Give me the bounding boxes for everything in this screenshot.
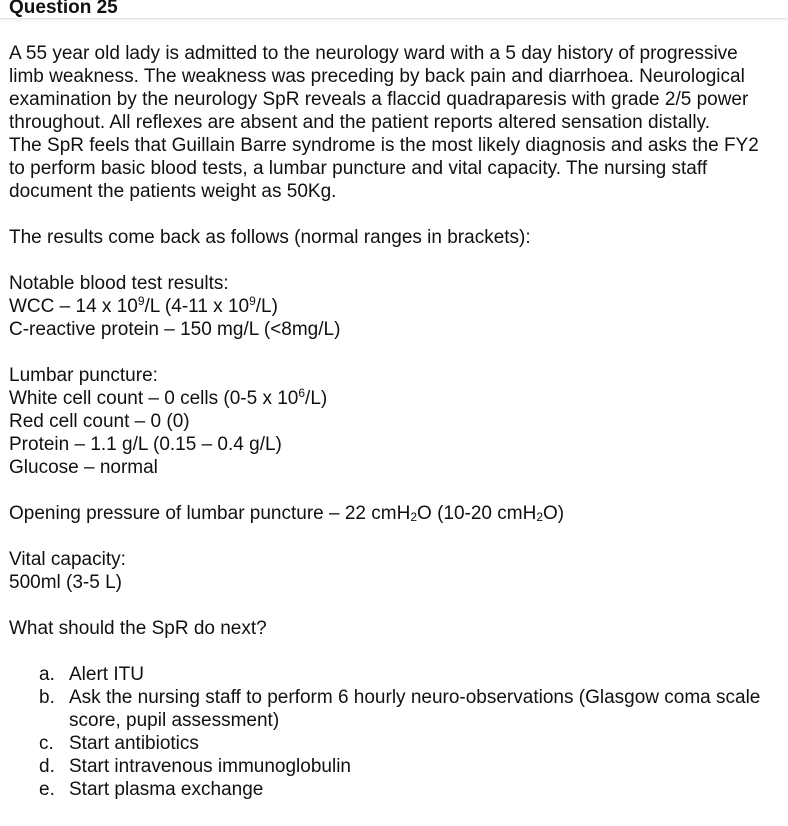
blood-crp: C-reactive protein – 150 mg/L (<8mg/L) — [9, 319, 341, 340]
option-text: Alert ITU — [69, 664, 144, 685]
blood-heading: Notable blood test results: — [9, 273, 229, 294]
option-a[interactable]: a. Alert ITU — [39, 664, 144, 685]
option-text: Start intravenous immunoglobulin — [69, 756, 351, 777]
blood-wcc: WCC – 14 x $10^9/L$ (4-11 x $10^9/L$) — [9, 294, 278, 317]
vital-capacity-value: 500ml (3-5 L) — [9, 572, 122, 593]
stem-paragraph-1: A 55 year old lady is admitted to the neurology ward with a 5 day history of progressive limb weakness. The weakness was preceding by back pain and diarrhoea. Neurological examination by the neurology SpR reveals a flaccid quadraparesis with grade 2/5 power throughout. All reflexes are absent and the patient reports altered sensation distally. — [9, 43, 749, 133]
results-intro: The results come back as follows (normal ranges in brackets): — [9, 227, 531, 248]
option-text: Start antibiotics — [69, 733, 199, 754]
opening-pressure: Opening pressure of lumbar puncture – 22 cmH$_2$O (10-20 cmH$_2$O) — [9, 503, 565, 524]
question-prompt: What should the SpR do next? — [9, 618, 267, 639]
option-b[interactable]: b. Ask the nursing staff to perform 6 hourly neuro-observations (Glasgow coma scale score, pupil assessment) — [39, 687, 761, 731]
lp-glucose: Glucose – normal — [9, 457, 158, 478]
option-text: Ask the nursing staff to perform 6 hourly neuro-observations (Glasgow coma scale score, pupil assessment) — [69, 687, 761, 731]
option-d[interactable]: d. Start intravenous immunoglobulin — [39, 756, 351, 777]
question-body — [9, 42, 769, 801]
answer-options — [9, 663, 769, 801]
stem-paragraph-2: The SpR feels that Guillain Barre syndrome is the most likely diagnosis and asks the FY2 to perform basic blood tests, a lumbar puncture and vital capacity. The nursing staff document the patients weight as 50Kg. — [9, 135, 759, 202]
option-e[interactable]: e. Start plasma exchange — [39, 779, 264, 800]
lp-red-cell-count: Red cell count – 0 (0) — [9, 411, 190, 432]
option-c[interactable]: c. Start antibiotics — [39, 733, 199, 754]
question-title: Question 25 — [9, 0, 118, 18]
top-bar — [0, 0, 788, 19]
lp-white-cell-count: White cell count – 0 cells (0-5 x $10^6/L$) — [9, 386, 328, 409]
option-text: Start plasma exchange — [69, 779, 264, 800]
lp-heading: Lumbar puncture: — [9, 365, 158, 386]
vital-capacity-heading: Vital capacity: — [9, 549, 126, 570]
lp-protein: Protein – 1.1 g/L (0.15 – 0.4 g/L) — [9, 434, 282, 455]
